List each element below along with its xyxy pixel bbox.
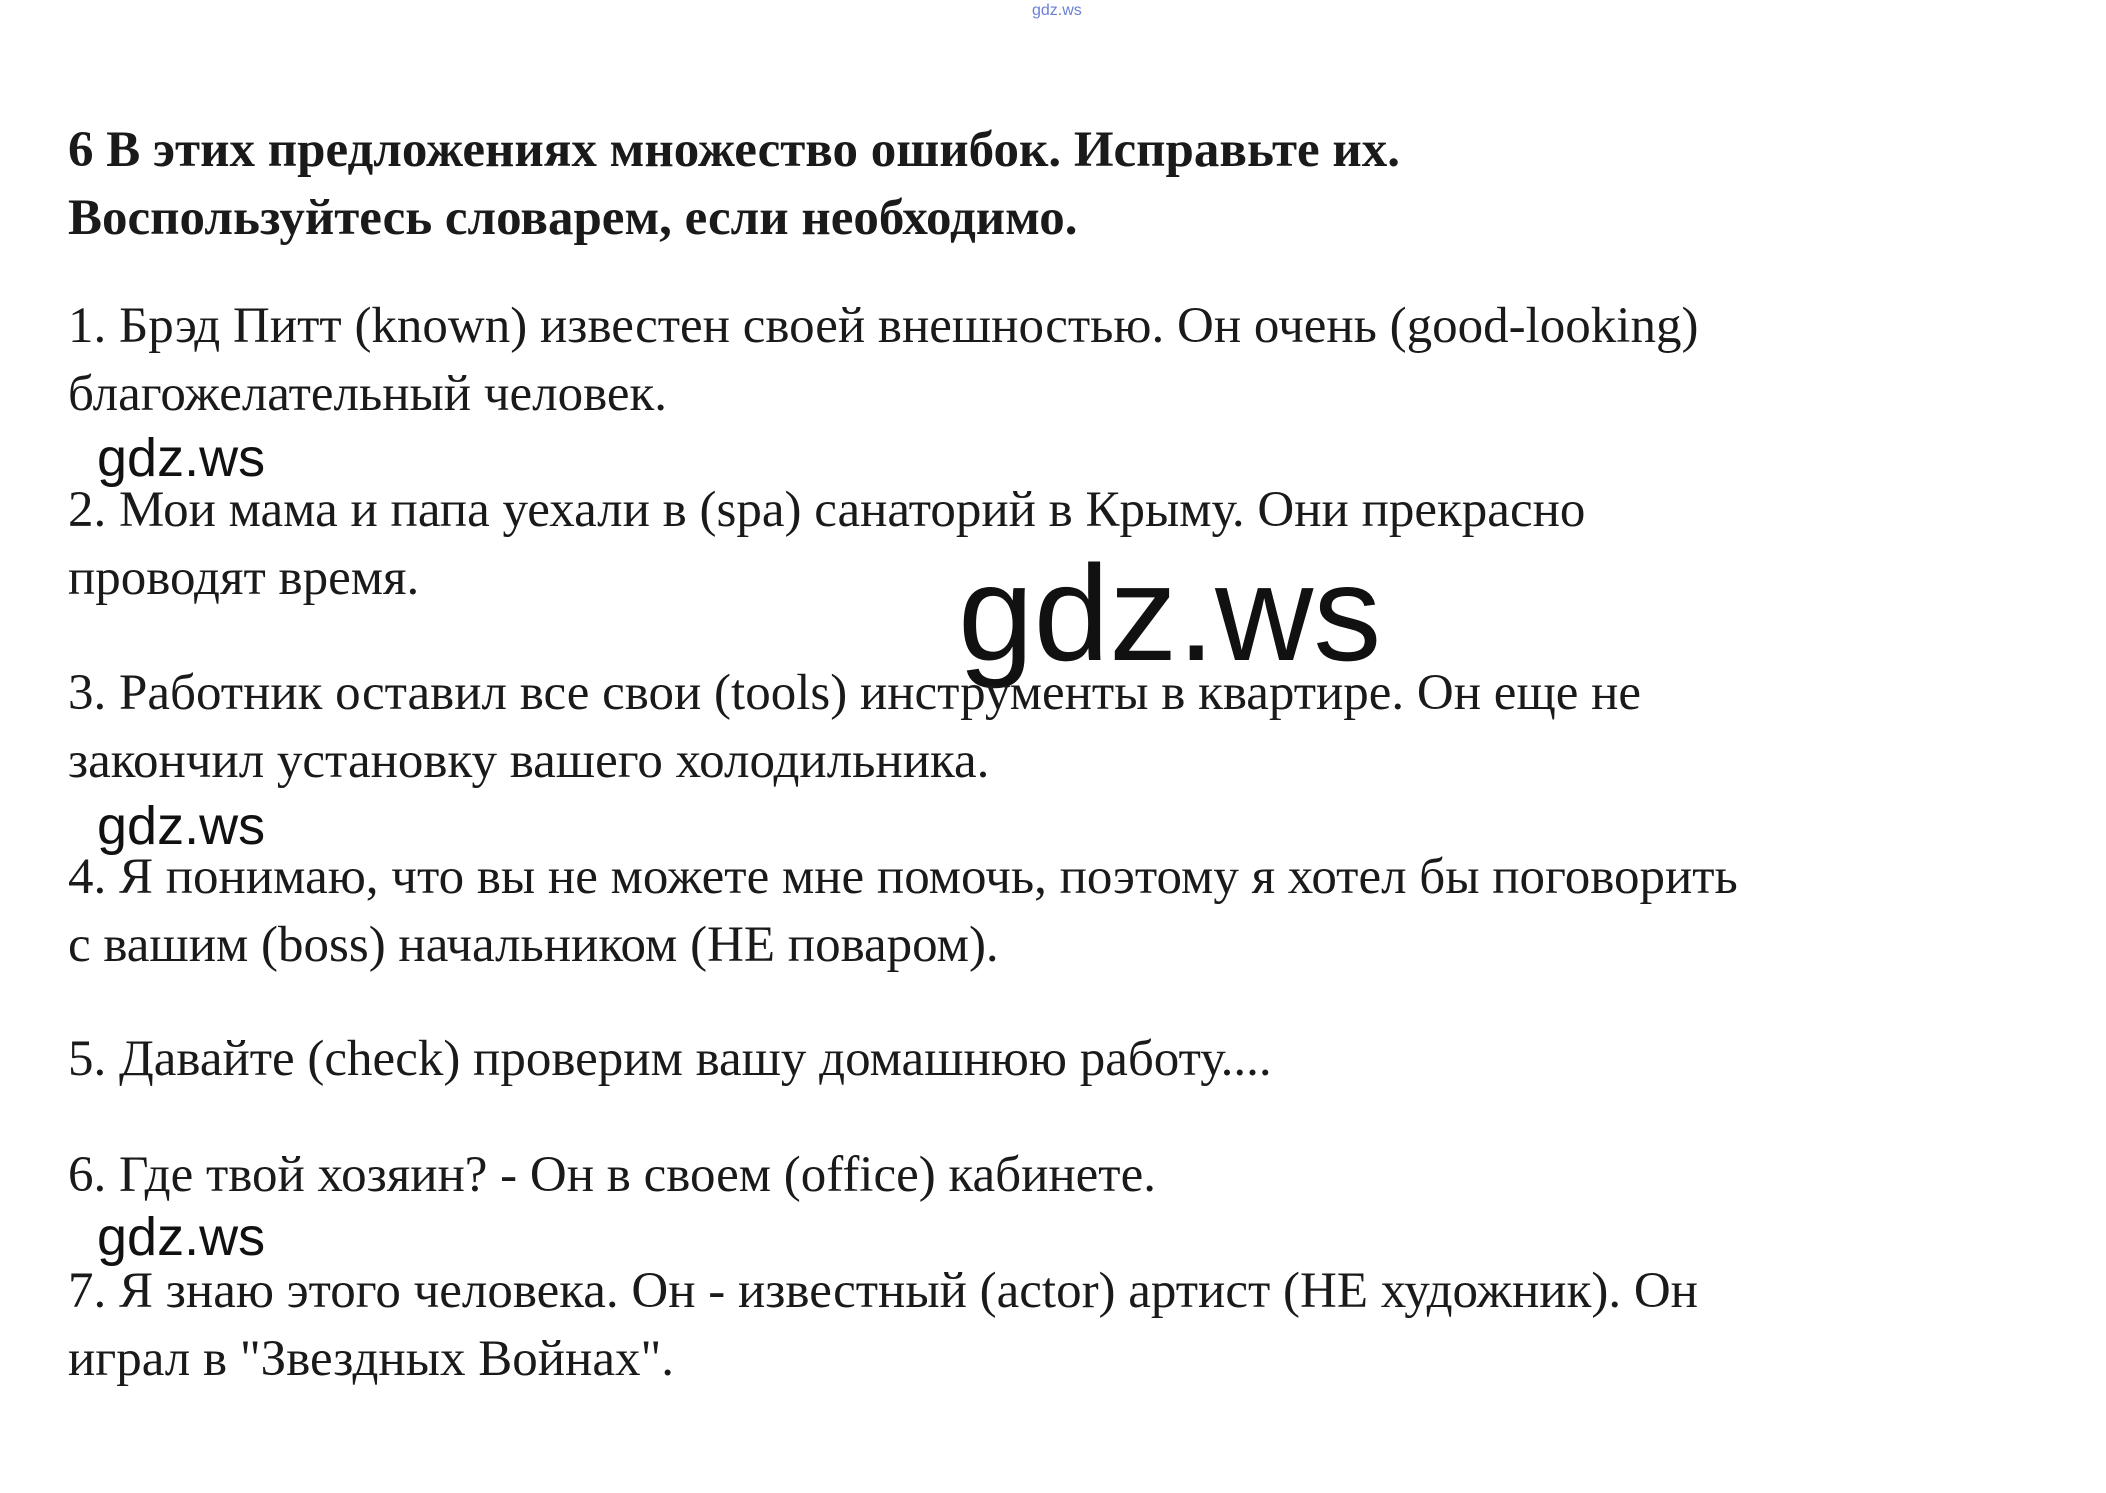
exercise-item-5 <box>68 1025 2028 1093</box>
item-4-line-2: с вашим (boss) начальником (НЕ поваром). <box>68 917 999 973</box>
item-5-line-1: 5. Давайте (check) проверим вашу домашнюю работу.... <box>68 1031 1272 1087</box>
item-2-line-1: 2. Мои мама и папа уехали в (spa) санаторий в Крыму. Они прекрасно <box>68 482 1586 538</box>
site-mark-top: gdz.ws <box>1032 2 1082 19</box>
exercise-item-7 <box>68 1257 2028 1393</box>
exercise-title <box>68 116 2018 252</box>
item-4-line-1: 4. Я понимаю, что вы не можете мне помочь, поэтому я хотел бы поговорить <box>68 849 1738 905</box>
item-2-line-2: проводят время. <box>68 550 420 606</box>
exercise-item-3 <box>68 659 2028 795</box>
watermark-small-1: gdz.ws <box>97 428 266 488</box>
item-1-line-1: 1. Брэд Питт (known) известен своей внешностью. Он очень (good-looking) <box>68 298 1699 354</box>
item-7-line-2: играл в "Звездных Войнах". <box>68 1331 675 1387</box>
item-6-line-1: 6. Где твой хозяин? - Он в своем (office) кабинете. <box>68 1147 1156 1203</box>
title-line-1: 6 В этих предложениях множество ошибок. Исправьте их. <box>68 122 1401 178</box>
item-3-line-1: 3. Работник оставил все свои (tools) инструменты в квартире. Он еще не <box>68 665 1642 721</box>
watermark-small-3: gdz.ws <box>97 1207 266 1267</box>
exercise-item-6 <box>68 1141 2028 1209</box>
exercise-item-1 <box>68 292 2028 428</box>
title-line-2: Воспользуйтесь словарем, если необходимо. <box>68 190 1078 246</box>
item-3-line-2: закончил установку вашего холодильника. <box>68 733 990 789</box>
watermark-small-2: gdz.ws <box>97 796 266 856</box>
item-7-line-1: 7. Я знаю этого человека. Он - известный (actor) артист (НЕ художник). Он <box>68 1263 1698 1319</box>
watermark-large: gdz.ws <box>958 537 1382 689</box>
exercise-item-4 <box>68 843 2028 979</box>
item-1-line-2: благожелательный человек. <box>68 366 668 422</box>
